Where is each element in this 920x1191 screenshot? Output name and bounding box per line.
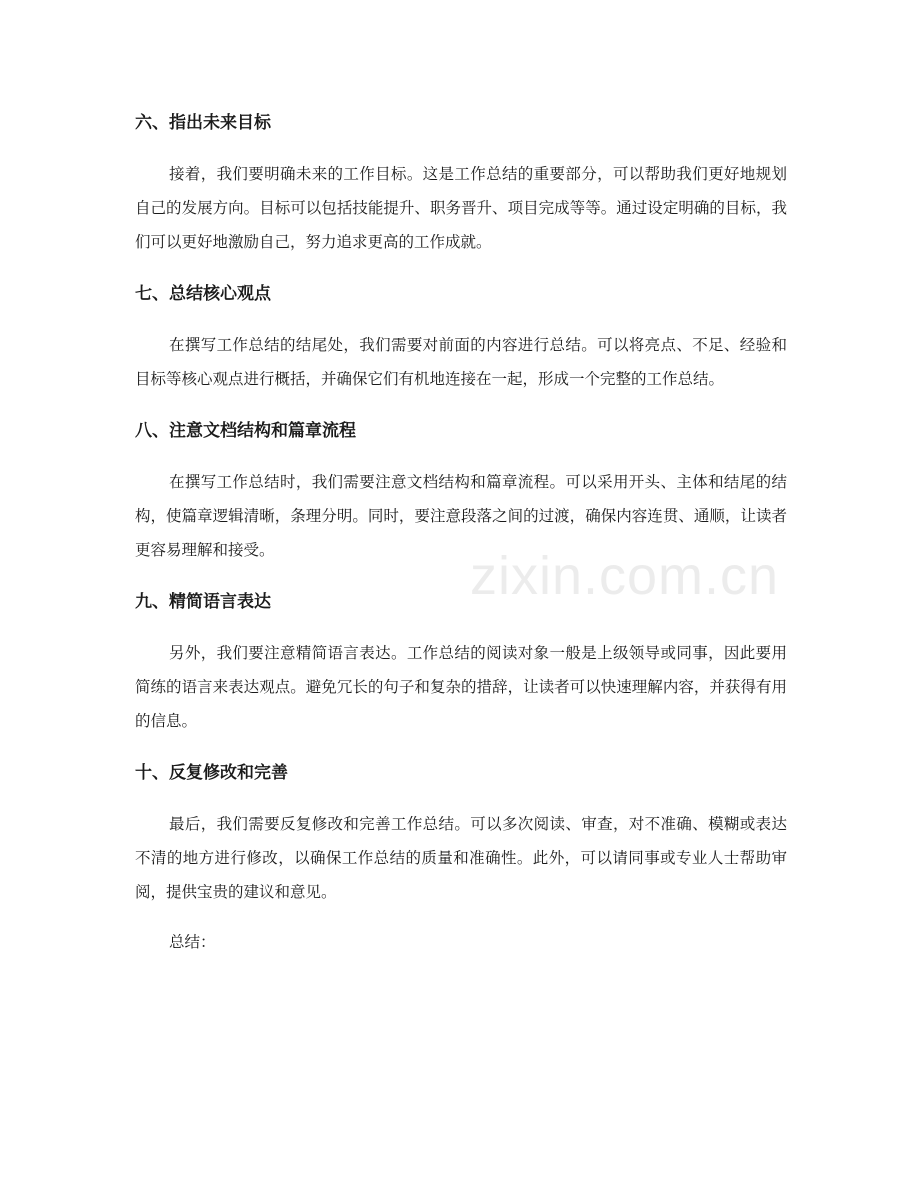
section-title: 九、精简语言表达	[135, 592, 271, 612]
section-paragraph: 在撰写工作总结的结尾处，我们需要对前面的内容进行总结。可以将亮点、不足、经验和目标等核心观点进行概括，并确保它们有机地连接在一起，形成一个完整的工作总结。	[135, 336, 787, 388]
watermark-text: zixin.com.cn	[470, 546, 780, 606]
section-title: 七、总结核心观点	[135, 284, 271, 304]
section-paragraph: 接着，我们要明确未来的工作目标。这是工作总结的重要部分，可以帮助我们更好地规划自己的发展方向。目标可以包括技能提升、职务晋升、项目完成等等。通过设定明确的目标，我们可以更好地激励自己，努力追求更高的工作成就。	[135, 165, 787, 251]
section-paragraph: 最后，我们需要反复修改和完善工作总结。可以多次阅读、审查，对不准确、模糊或表达不清的地方进行修改，以确保工作总结的质量和准确性。此外，可以请同事或专业人士帮助审阅，提供宝贵的建议和意见。	[135, 815, 787, 901]
section-paragraph: 在撰写工作总结时，我们需要注意文档结构和篇章流程。可以采用开头、主体和结尾的结构，使篇章逻辑清晰，条理分明。同时，要注意段落之间的过渡，确保内容连贯、通顺，让读者更容易理解和接受。	[135, 473, 787, 559]
document-content	[135, 104, 787, 959]
section-title: 十、反复修改和完善	[135, 763, 288, 783]
section-paragraph: 另外，我们要注意精简语言表达。工作总结的阅读对象一般是上级领导或同事，因此要用简练的语言来表达观点。避免冗长的句子和复杂的措辞，让读者可以快速理解内容，并获得有用的信息。	[135, 644, 787, 730]
section-title: 六、指出未来目标	[135, 113, 271, 133]
section-title: 八、注意文档结构和篇章流程	[135, 421, 356, 441]
summary-label: 总结：	[169, 933, 216, 951]
